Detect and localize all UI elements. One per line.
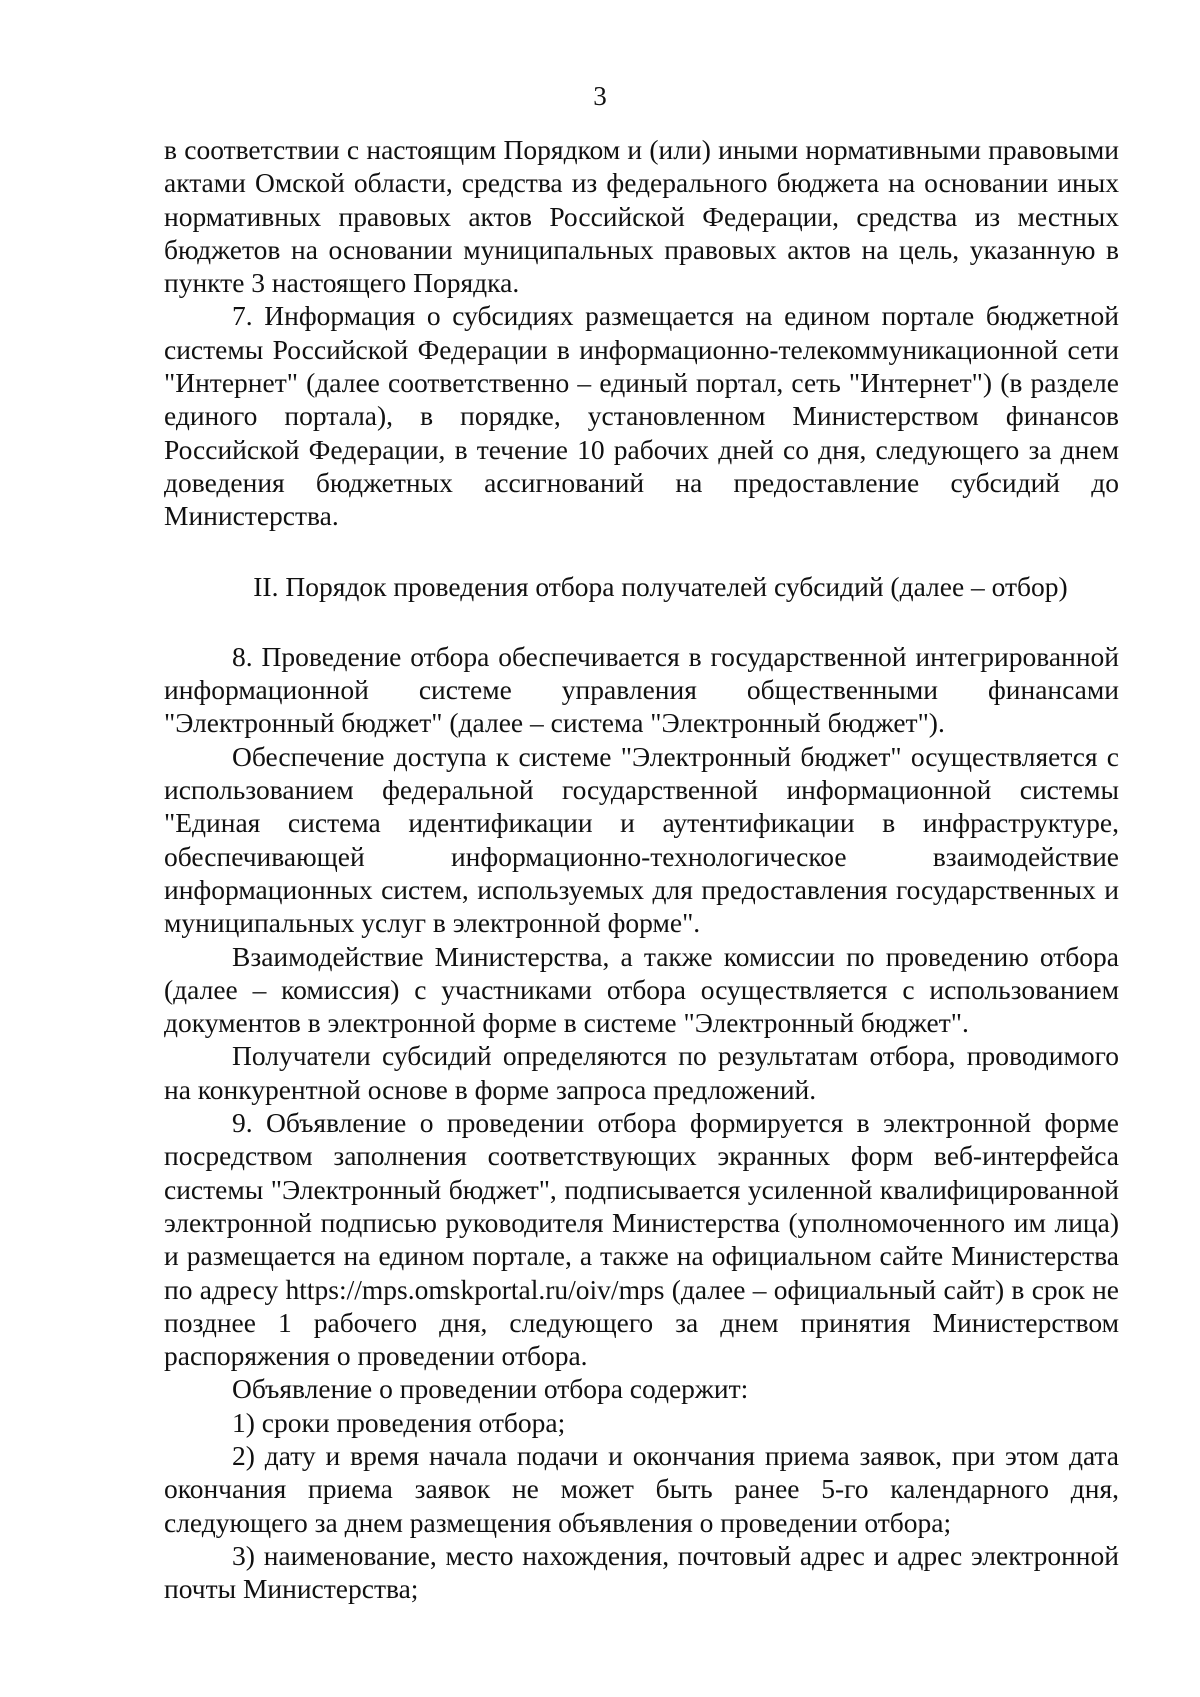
document-body xyxy=(164,133,1119,1605)
paragraph-announcement-contents: Объявление о проведении отбора содержит: xyxy=(232,1373,749,1405)
paragraph-item-8: 8. Проведение отбора обеспечивается в государственной интегрированной информационной системе управления общественными финансами "Электронный бюджет" (далее – система "Электронный бюджет"). xyxy=(164,640,1119,739)
list-item-2: 2) дату и время начала подачи и окончания приема заявок, при этом дата окончания приема заявок не может быть ранее 5-го календарного дня, следующего за днем размещения объявления о проведении отбора; xyxy=(164,1439,1119,1538)
list-item-1: 1) сроки проведения отбора; xyxy=(232,1406,566,1438)
paragraph-item-9: 9. Объявление о проведении отбора формируется в электронной форме посредством заполнения соответствующих экранных форм веб-интерфейса системы "Электронный бюджет", подписывается усиленной квалифицированной электронной подписью руководителя Министерства (уполномоченного им лица) и размещается на едином портале, а также на официальном сайте Министерства по адресу https://mps.omskportal.ru/oiv/mps (далее – официальный сайт) в срок не позднее 1 рабочего дня, следующего за днем принятия Министерством распоряжения о проведении отбора. xyxy=(164,1107,1119,1372)
paragraph-recipients: Получатели субсидий определяются по результатам отбора, проводимого на конкурентной основе в форме запроса предложений. xyxy=(164,1040,1119,1105)
paragraph-continuation: в соответствии с настоящим Порядком и (или) иными нормативными правовыми актами Омской области, средства из федерального бюджета на основании иных нормативных правовых актов Российской Федерации, средства из местных бюджетов на основании муниципальных правовых актов на цель, указанную в пункте 3 настоящего Порядка. xyxy=(164,134,1119,299)
paragraph-interaction: Взаимодействие Министерства, а также комиссии по проведению отбора (далее – комиссия) с участниками отбора осуществляется с использованием документов в электронной форме в системе "Электронный бюджет". xyxy=(164,940,1119,1039)
paragraph-item-7: 7. Информация о субсидиях размещается на едином портале бюджетной системы Российской Федерации в информационно-телекоммуникационной сети "Интернет" (далее соответственно – единый портал, сеть "Интернет") (в разделе единого портала), в порядке, установленном Министерством финансов Российской Федерации, в течение 10 рабочих дней со дня, следующего за днем доведения бюджетных ассигнований на предоставление субсидий до Министерства. xyxy=(164,300,1119,532)
section-heading: II. Порядок проведения отбора получателей субсидий (далее – отбор) xyxy=(253,570,1068,602)
paragraph-access: Обеспечение доступа к системе "Электронный бюджет" осуществляется с использованием федеральной государственной информационной системы "Единая система идентификации и аутентификации в инфраструктуре, обеспечивающей информационно-технологическое взаимодействие информационных систем, используемых для предоставления государственных и муниципальных услуг в электронной форме". xyxy=(164,740,1119,939)
list-item-3: 3) наименование, место нахождения, почтовый адрес и адрес электронной почты Министерства; xyxy=(164,1539,1119,1605)
page-number: 3 xyxy=(593,81,607,111)
